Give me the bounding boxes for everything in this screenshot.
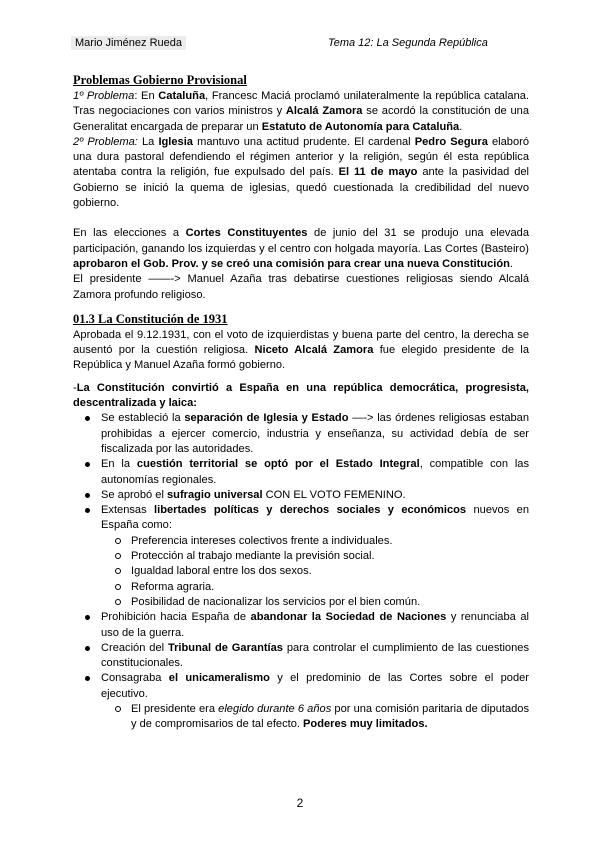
liberties-sublist xyxy=(101,534,529,610)
list-item-tribunal: Creación del Tribunal de Garantías para controlar el cumplimiento de las cuestiones constitucionales. xyxy=(101,641,529,672)
sublist-item: Igualdad laboral entre los dos sexos. xyxy=(131,564,529,579)
sublist-item: Posibilidad de nacionalizar los servicios por el bien común. xyxy=(131,595,529,610)
paragraph-approval: Aprobada el 9.12.1931, con el voto de izquierdistas y buena parte del centro, la derecha se ausentó por la cuestión religiosa. Niceto Alcalá Zamora fue elegido presidente de la República y Manuel Azaña formó gobierno. xyxy=(73,328,529,372)
unicameralism-sublist xyxy=(101,702,529,733)
list-item-unicameralism: Consagraba el unicameralismo y el predominio de las Cortes sobre el poder ejecutivo. El presidente era elegido durante 6 años por una comisión paritaria de diputados y de compromisarios de tal efecto. Poderes muy limitados. xyxy=(101,671,529,732)
sublist-item-president-term: El presidente era elegido durante 6 años por una comisión paritaria de diputados y de compromisarios de tal efecto. Poderes muy limitados. xyxy=(131,702,529,733)
list-item-liberties: Extensas libertades políticas y derechos sociales y económicos nuevos en España como: Preferencia intereses colectivos frente a individuales. Protección al trabajo mediante la previsión social. Igualdad laboral entre los dos sexos. Reforma agraria. Posibilidad de nacionalizar los servicios por el bien común. xyxy=(101,503,529,610)
section-title-provisional-government: Problemas Gobierno Provisional xyxy=(73,73,247,87)
paragraph-constitution-intro: -La Constitución convirtió a España en una república democrática, progresista, descentralizada y laica: xyxy=(73,381,529,410)
header-author: Mario Jiménez Rueda xyxy=(71,36,186,50)
paragraph-first-problem: 1º Problema: En Cataluña, Francesc Maciá proclamó unilateralmente la república catalana. Tras negociaciones con varios ministros y Alcalá Zamora se acordó la constitución de una Generalitat encargada de preparar un Estatuto de Autonomía para Cataluña. xyxy=(73,90,529,133)
header-topic: Tema 12: La Segunda República xyxy=(328,37,488,49)
page-number: 2 xyxy=(296,796,304,810)
list-item-territorial: En la cuestión territorial se optó por el Estado Integral, compatible con las autonomías regionales. xyxy=(101,457,529,488)
sublist-item: Preferencia intereses colectivos frente a individuales. xyxy=(131,534,529,549)
list-item-church-state: Se estableció la separación de Iglesia y Estado —-> las órdenes religiosas estaban prohibidas a ejercer comercio, industria y enseñanza, su actividad debía de ser fiscalizada por las autoridades. xyxy=(101,411,529,457)
paragraph-president: El presidente ——-> Manuel Azaña tras debatirse cuestiones religiosas siendo Alcalá Zamora profundo religioso. xyxy=(73,273,529,301)
paragraph-second-problem: 2º Problema: La Iglesia mantuvo una actitud prudente. El cardenal Pedro Segura elaboró una dura pastoral defendiendo el régimen anterior y la religión, según él esta república atentaba contra la religión, fue expulsado del país. El 11 de mayo ante la pasividad del Gobierno se inició la quema de iglesias, quedó cuestionada la credibilidad del nuevo gobierno. xyxy=(73,135,529,210)
sublist-item: Reforma agraria. xyxy=(131,580,529,595)
list-item-suffrage: Se aprobó el sufragio universal CON EL VOTO FEMENINO. xyxy=(101,488,529,503)
constitution-features-list xyxy=(73,411,529,732)
paragraph-elections: En las elecciones a Cortes Constituyentes de junio del 31 se produjo una elevada participación, ganando los izquierdas y el centro con holgada mayoría. Las Cortes (Basteiro) aprobaron el Gob. Prov. y se creó una comisión para crear una nueva Constitución. xyxy=(73,227,529,270)
document-body xyxy=(73,72,529,733)
list-item-league-of-nations: Prohibición hacia España de abandonar la Sociedad de Naciones y renunciaba al uso de la guerra. xyxy=(101,610,529,641)
section-title-constitution-1931: 01.3 La Constitución de 1931 xyxy=(73,311,228,326)
sublist-item: Protección al trabajo mediante la previsión social. xyxy=(131,549,529,564)
